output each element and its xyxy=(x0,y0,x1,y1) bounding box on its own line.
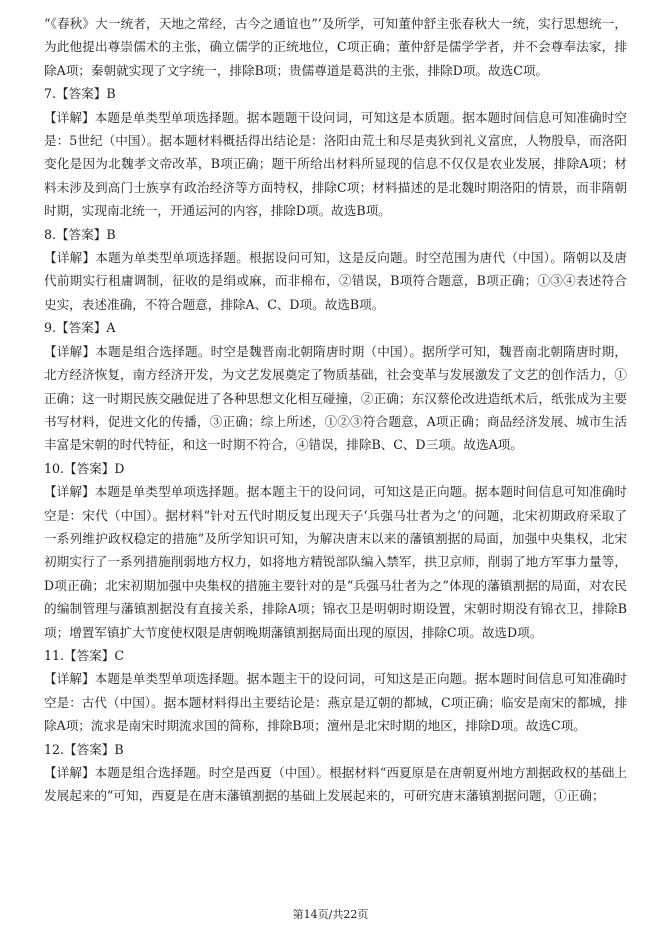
paragraph-answer-6-tail: “《春秋》大一统者，天地之常经，古今之通谊也”’及所学，可知董仲舒主张春秋大一统，实行思想统一，为此他提出尊崇儒术的主张，确立儒学的正统地位，C项正确；董仲舒是儒学学者，并不会尊奉法家，排除A项；秦朝就实现了文字统一，排除B项；贵儒尊道是葛洪的主张，排除D项。故选C项。 xyxy=(44,16,627,78)
paragraph-explanation-12: 【详解】本题是组合选择题。时空是西夏（中国）。根据材料“西夏原是在唐朝夏州地方割据政权的基础上发展起来的”可知，西夏是在唐末藩镇割据的基础上发展起来的，可研究唐末藩镇割据问题，①正确； xyxy=(44,765,627,804)
paragraph-explanation-10: 【详解】本题是单类型单项选择题。据本题主干的设问词，可知这是正向题。据本题时间信息可知准确时空是：宋代（中国）。据材料“针对五代时期反复出现天子‘兵强马壮者为之’的问题，北宋初期政府采取了一系列维护政权稳定的措施”及所学知识可知，为解决唐末以来的藩镇割据的局面，加强中央集权，北宋初期实行了一系列措施削弱地方权力，如将地方精锐部队编入禁军，拱卫京师，削弱了地方军事力量等，D项正确；北宋初期加强中央集权的措施主要针对的是“兵强马壮者为之”体现的藩镇割据的局面，对农民的编制管理与藩镇割据没有直接关系，排除A项；锦衣卫是明朝时期设置，宋朝时期没有锦衣卫，排除B项；增置军镇扩大节度使权限是唐朝晚期藩镇割据局面出现的原因，排除C项。故选D项。 xyxy=(44,484,627,640)
paragraph-explanation-8: 【详解】本题为单类型单项选择题。根据设问可知，这是反向题。时空范围为唐代（中国）。隋朝以及唐代前期实行租庸调制，征收的是绢或麻，而非棉布，②错误，B项符合题意，B项正确；①③④表述符合史实，表述准确，不符合题意，排除A、C、D项。故选B项。 xyxy=(44,250,627,312)
answer-heading-8: 8.【答案】B xyxy=(44,226,116,242)
paragraph-explanation-7: 【详解】本题是单类型单项选择题。据本题题干设问词，可知这是本质题。据本题时间信息可知准确时空是：5世纪（中国）。据本题材料概括得出结论是：洛阳由荒土和尽是夷狄到礼义富庶，人物殷阜，而洛阳变化是因为北魏孝文帝改革，B项正确；题干所给出材料所显现的信息不仅仅是农业发展，排除A项；材料未涉及到高门士族享有政治经济等方面特权，排除C项；材料描述的是北魏时期洛阳的情景，而非隋朝时期，实现南北统一，开通运河的内容，排除D项。故选B项。 xyxy=(44,109,627,219)
answer-heading-7: 7.【答案】B xyxy=(44,86,116,102)
paragraph-explanation-11: 【详解】本题是单类型单项选择题。据本题主干的设问词，可知这是正向题。据本题时间信息可知准确时空是：古代（中国）。据本题材料得出主要结论是：燕京是辽朝的都城，C项正确；临安是南宋的都城，排除A项；流求是南宋时期流求国的简称，排除B项；澶州是北宋时期的地区，排除D项。故选C项。 xyxy=(44,671,627,734)
paragraph-explanation-9: 【详解】本题是组合选择题。时空是魏晋南北朝隋唐时期（中国）。据所学可知，魏晋南北朝隋唐时期，北方经济恢复，南方经济开发，为文艺发展奠定了物质基础，社会变革与发展激发了文艺的创作活力，①正确；这一时期民族交融促进了各种思想文化相互碰撞，②正确；东汉蔡伦改进造纸术后，纸张成为主要书写材料，促进文化的传播，③正确；综上所述，①②③符合题意，A项正确；商品经济发展、城市生活丰富是宋朝的时代特征，和这一时期不符合，④错误，排除B、C、D三项。故选A项。 xyxy=(44,343,627,453)
answer-heading-12: 12.【答案】B xyxy=(44,741,124,757)
answer-heading-9: 9.【答案】A xyxy=(44,320,116,336)
answer-heading-11: 11.【答案】C xyxy=(44,647,125,663)
page-number-footer: 第14页/共22页 xyxy=(292,908,369,921)
answer-heading-10: 10.【答案】D xyxy=(44,460,125,476)
document-page xyxy=(44,12,627,808)
